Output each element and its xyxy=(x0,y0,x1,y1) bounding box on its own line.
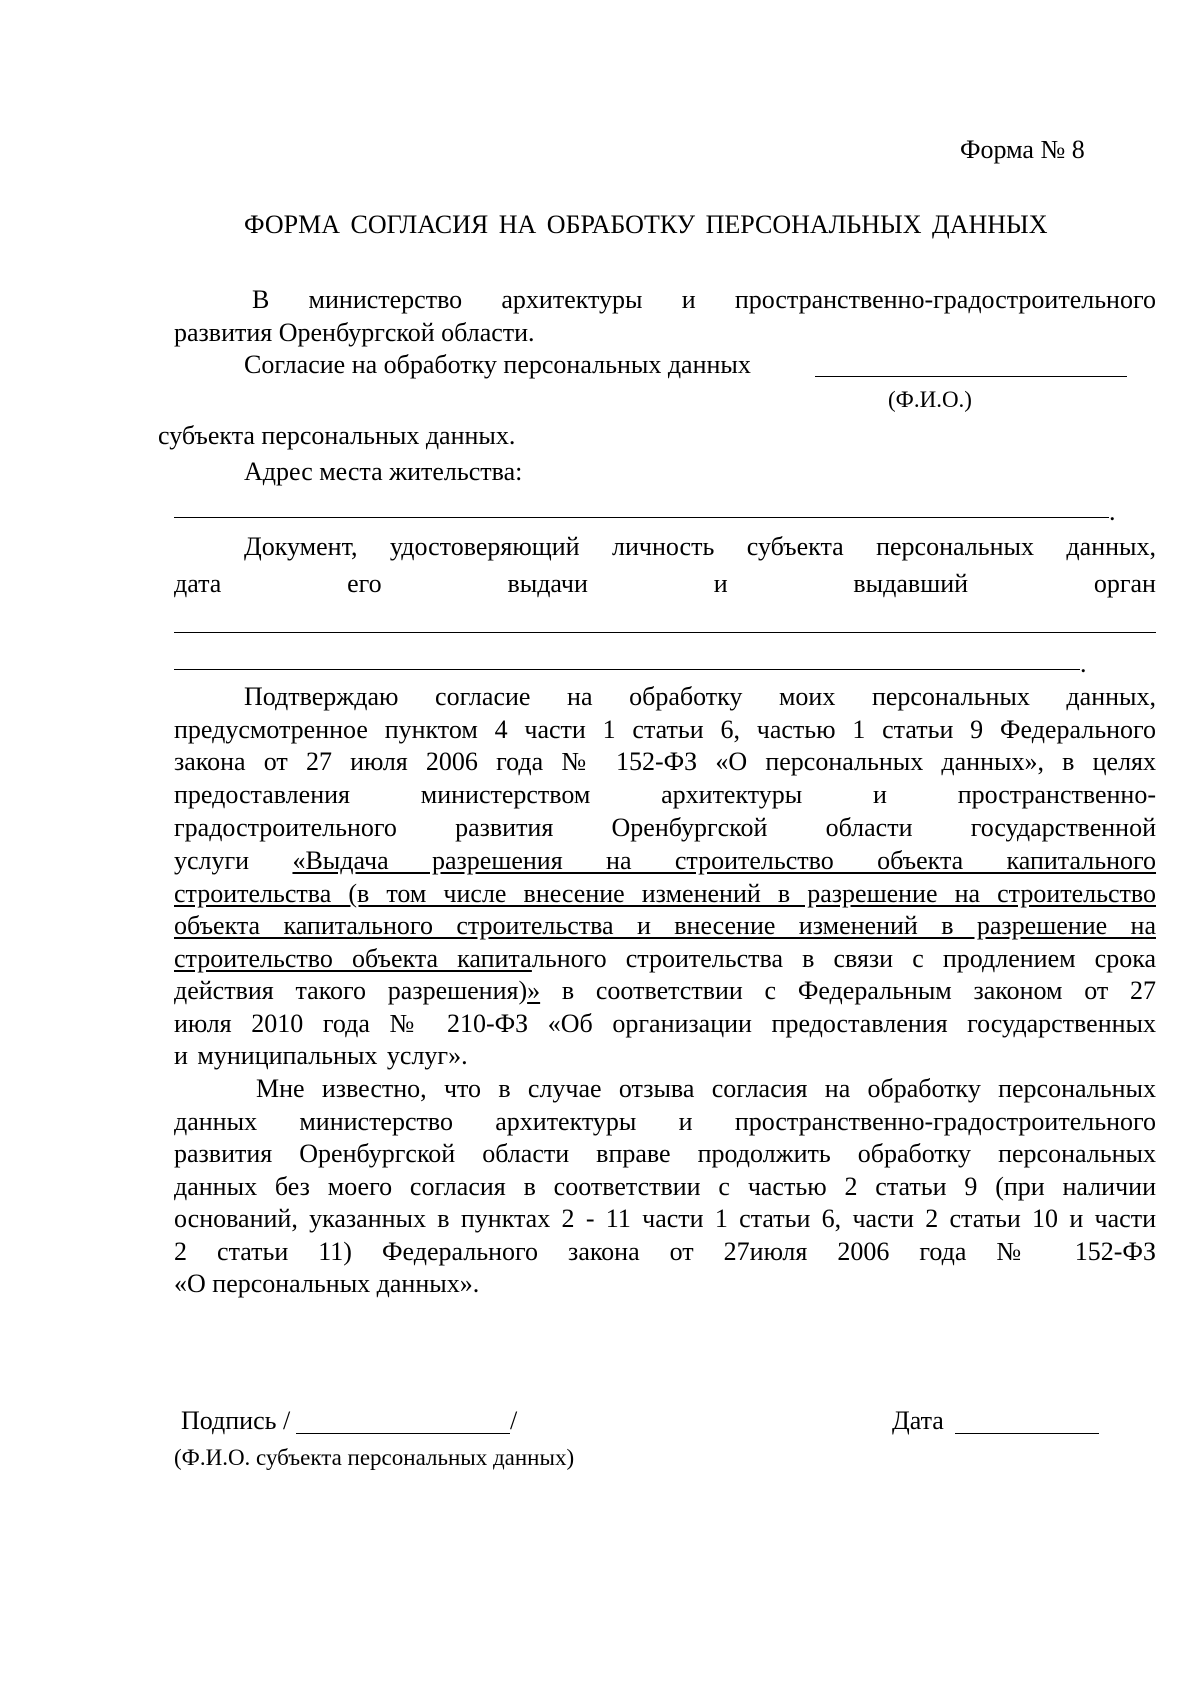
signature-field-line[interactable] xyxy=(296,1433,510,1434)
document-word: дата xyxy=(174,569,222,598)
p2-line-4: данных без моего согласия в соответствии с частью 2 статьи 9 (при наличии xyxy=(174,1172,1156,1201)
p2-line-1: Мне известно, что в случае отзыва согласия на обработку персональных xyxy=(256,1074,1156,1103)
p2-line-6: 2 статьи 11) Федерального закона от 27июля 2006 года № 152-ФЗ xyxy=(174,1237,1156,1266)
form-number: Форма № 8 xyxy=(960,135,1085,164)
p2-line-5: оснований, указанных в пунктах 2 - 11 части 1 статьи 6, части 2 статьи 10 и части xyxy=(174,1204,1156,1233)
fio-caption: (Ф.И.О.) xyxy=(888,387,972,412)
p1-line-10 xyxy=(174,975,1156,1007)
document-word: орган xyxy=(1093,569,1156,598)
p1-line-10-text: действия такого разрешения) xyxy=(174,976,528,1005)
fio-field-line[interactable] xyxy=(815,376,1127,377)
p1-line-6-text: услуги xyxy=(174,846,293,875)
document-word: и xyxy=(713,569,728,598)
p1-line-7: строительства (в том числе внесение изменений в разрешение на строительство xyxy=(174,879,1156,908)
p2-line-3: развития Оренбургской области вправе продолжить обработку персональных xyxy=(174,1139,1156,1168)
service-name-underlined: «Выдача разрешения на строительство объекта капитального xyxy=(292,846,1157,875)
signature-label: Подпись / xyxy=(181,1406,291,1435)
service-name-underlined: строительство объекта капита xyxy=(174,944,532,973)
p1-line-9 xyxy=(174,943,1156,975)
p2-line-2: данных министерство архитектуры и пространственно-градостроительного xyxy=(174,1107,1156,1136)
residence-label: Адрес места жительства: xyxy=(244,457,523,486)
signature-slash: / xyxy=(510,1406,518,1435)
document-field-line-1[interactable] xyxy=(174,632,1156,633)
p1-line-12: и муниципальных услуг». xyxy=(174,1041,468,1070)
p1-line-8: объекта капитального строительства и внесение изменений в разрешение на xyxy=(174,911,1156,940)
residence-period: . xyxy=(1109,497,1116,526)
page-title: ФОРМА СОГЛАСИЯ НА ОБРАБОТКУ ПЕРСОНАЛЬНЫХ ДАННЫХ xyxy=(244,210,1048,239)
address-line-1: В министерство архитектуры и пространственно-градостроительного xyxy=(252,285,1156,314)
p1-line-9-text: льного строительства в связи с продлением срока xyxy=(531,944,1156,973)
document-line-2 xyxy=(174,568,1156,600)
date-field-line[interactable] xyxy=(955,1433,1099,1434)
signature-caption: (Ф.И.О. субъекта персональных данных) xyxy=(174,1445,575,1470)
p1-line-5: градостроительного развития Оренбургской области государственной xyxy=(174,813,1156,842)
service-name-underlined: » xyxy=(527,976,541,1005)
document-field-line-2[interactable] xyxy=(174,669,1080,670)
document-period: . xyxy=(1080,649,1087,678)
document-line-1: Документ, удостоверяющий личность субъекта персональных данных, xyxy=(244,532,1156,561)
p1-line-11: июля 2010 года № 210-ФЗ «Об организации предоставления государственных xyxy=(174,1009,1156,1038)
p1-line-10-rest: в соответствии с Федеральным законом от 27 xyxy=(540,976,1156,1005)
subject-line: субъекта персональных данных. xyxy=(158,421,516,450)
residence-field-line[interactable] xyxy=(174,517,1109,518)
document-word: его xyxy=(347,569,382,598)
p2-line-7: «О персональных данных». xyxy=(174,1269,480,1298)
address-line-2: развития Оренбургской области. xyxy=(174,318,535,347)
p1-line-1: Подтверждаю согласие на обработку моих персональных данных, xyxy=(244,682,1156,711)
document-word: выдачи xyxy=(507,569,588,598)
date-label: Дата xyxy=(892,1406,944,1435)
p1-line-6 xyxy=(174,845,1156,877)
p1-line-3: закона от 27 июля 2006 года № 152-ФЗ «О персональных данных», в целях xyxy=(174,747,1156,776)
p1-line-2: предусмотренное пунктом 4 части 1 статьи 6, частью 1 статьи 9 Федерального xyxy=(174,715,1156,744)
p1-line-4: предоставления министерством архитектуры и пространственно- xyxy=(174,780,1156,809)
document-word: выдавший xyxy=(853,569,969,598)
consent-label: Согласие на обработку персональных данных xyxy=(244,350,751,379)
